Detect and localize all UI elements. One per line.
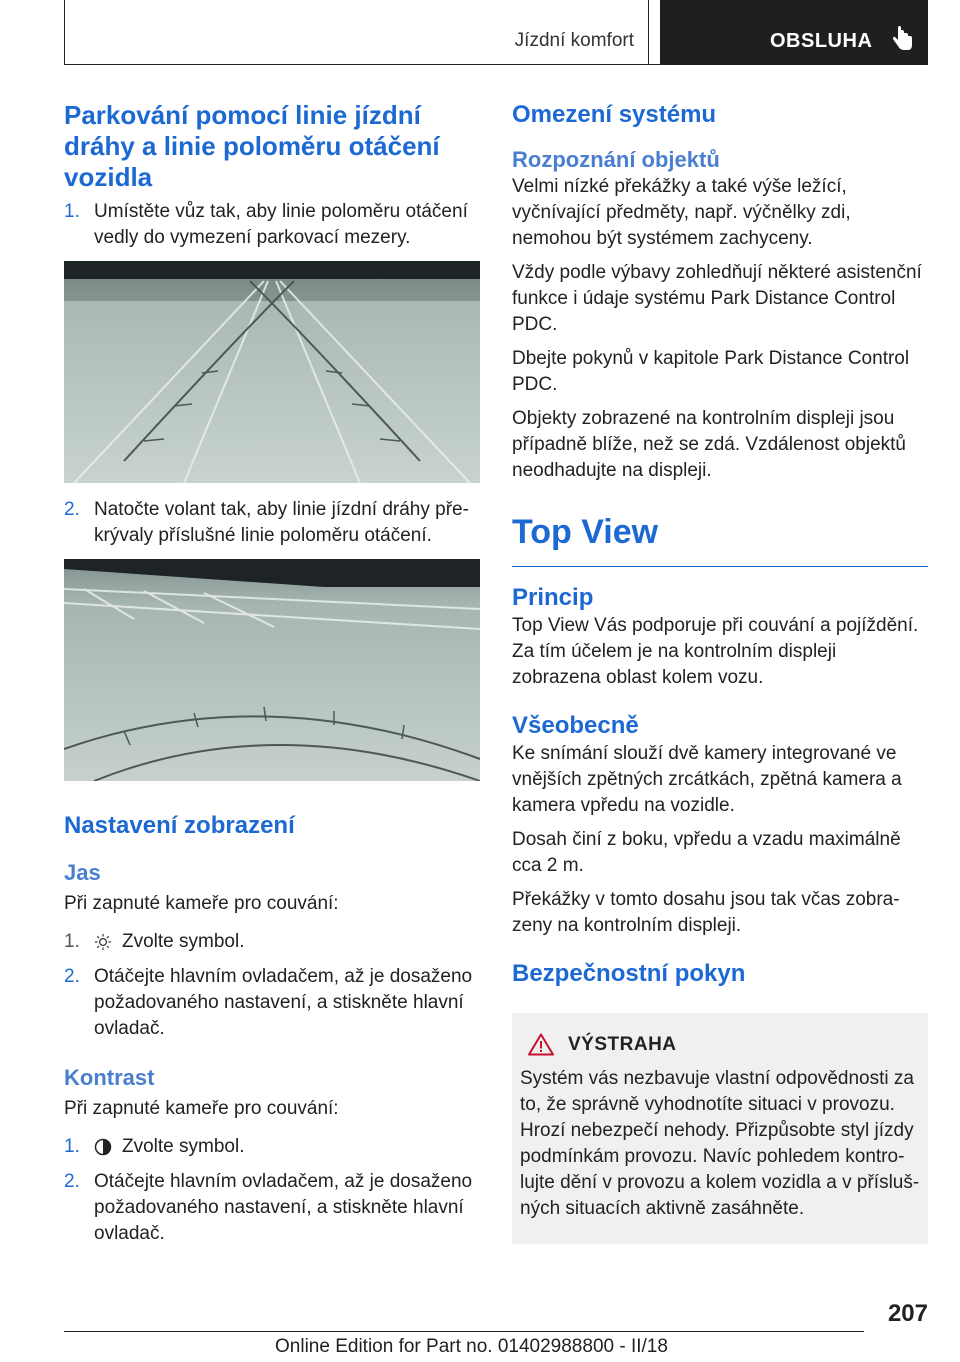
kontrast-title: Kontrast [64, 1065, 155, 1090]
princip-title: Princip [512, 584, 594, 611]
safety-title: Bezpečnostní pokyn [512, 960, 746, 987]
page-number: 207 [887, 1300, 928, 1327]
step-number: 2. [64, 966, 80, 987]
step-text: Natočte volant tak, aby linie jízdní dráhy překrývaly příslušné linie poloměru otáčení. [94, 499, 469, 546]
display-title: Nastavení zobrazení [64, 812, 295, 839]
objects-title: Rozpoznání objektů [512, 147, 720, 172]
objects-para-3: Dbejte pokynů v kapitole Park Distance Control PDC. [512, 348, 910, 395]
warning-box [512, 1013, 928, 1244]
step-text: Otáčejte hlavním ovladačem, až je dosaženo požadovaného nastavení, a stiskněte hlavní ovladač. [94, 1171, 473, 1244]
header-chapter-label: OBSLUHA [770, 30, 873, 52]
header-section-label: Jízdní komfort [514, 30, 634, 51]
step-a2 [64, 497, 480, 549]
warning-triangle-icon [528, 1033, 554, 1056]
step-number: 1. [64, 201, 80, 222]
step-text: Zvolte symbol. [122, 931, 245, 952]
contrast-icon [94, 1138, 112, 1156]
camera-image-2 [64, 559, 480, 781]
step-text: Otáčejte hlavním ovladačem, až je dosaženo požadovaného nastavení, a stiskněte hlavní ovladač. [94, 966, 473, 1039]
general-para-1: Ke snímání slouží dvě kamery integrované ve vnějších zpětných zrcátkách, zpětná kamera a kamera vpředu na vozidle. [512, 743, 902, 816]
step-number: 1. [64, 931, 80, 952]
topview-rule [512, 566, 928, 567]
limits-title: Omezení systému [512, 101, 717, 128]
general-para-2: Dosah činí z boku, vpředu a vzadu maximálně cca 2 m. [512, 829, 901, 876]
step-number: 1. [64, 1136, 80, 1157]
warning-label: VÝSTRAHA [568, 1033, 677, 1055]
kontrast-step-1 [64, 1134, 480, 1160]
objects-para-4: Objekty zobrazené na kontrolním displeji jsou případně blíže, než se zdá. Vzdálenost objektů neodhadujte na displeji. [512, 408, 906, 481]
parking-title: Parkování pomocí linie jízdní dráhy a linie poloměru otáčení vozidla [64, 100, 440, 192]
warning-text: Systém vás nezbavuje vlastní odpovědnosti za to, že správně vyhodnotíte situaci v provozu. Hrozí nebezpečí nehody. Přizpůsobte styl jízdy podmínkám provozu. Navíc pohledem kontrolujte dění v provozu a kolem vozidla a v příslušných situacích aktivně zasáhněte. [520, 1068, 920, 1219]
header-chapter [660, 0, 928, 65]
princip-para: Top View Vás podporuje při couvání a pojíždění. Za tím účelem je na kontrolním displeji zobrazena oblast kolem vozu. [512, 615, 919, 688]
step-a1 [64, 199, 480, 251]
kontrast-step-2 [64, 1169, 480, 1247]
header-section [494, 0, 649, 64]
step-number: 2. [64, 499, 80, 520]
footer-rule [64, 1331, 864, 1332]
general-title: Všeobecně [512, 712, 639, 739]
general-para-3: Překážky v tomto dosahu jsou tak včas zobrazeny na kontrolním displeji. [512, 889, 900, 936]
edition-text: Online Edition for Part no. 01402988800 - II/18 [275, 1336, 668, 1357]
kontrast-intro: Při zapnuté kameře pro couvání: [64, 1098, 339, 1119]
right-column [512, 100, 928, 1244]
topview-title: Top View [512, 513, 659, 551]
objects-para-1: Velmi nízké překážky a také výše ležící, vyčnívající předměty, např. výčnělky zdi, nemohou být systémem zachyceny. [512, 176, 851, 249]
camera-image-1 [64, 261, 480, 483]
jas-step-1 [64, 929, 480, 955]
jas-step-2 [64, 964, 480, 1042]
hand-pointer-icon [892, 26, 914, 52]
left-column [64, 100, 480, 1256]
jas-title: Jas [64, 860, 101, 885]
jas-intro: Při zapnuté kameře pro couvání: [64, 893, 339, 914]
brightness-icon [94, 933, 112, 951]
step-text: Umístěte vůz tak, aby linie poloměru otáčení vedly do vymezení parkovací mezery. [94, 201, 468, 248]
warning-header [528, 1033, 920, 1056]
header-left-border [64, 0, 65, 65]
objects-para-2: Vždy podle výbavy zohledňují některé asistenční funkce i údaje systému Park Distance Control PDC. [512, 262, 922, 335]
step-number: 2. [64, 1171, 80, 1192]
footer-edition [275, 1336, 668, 1358]
step-text: Zvolte symbol. [122, 1136, 245, 1157]
